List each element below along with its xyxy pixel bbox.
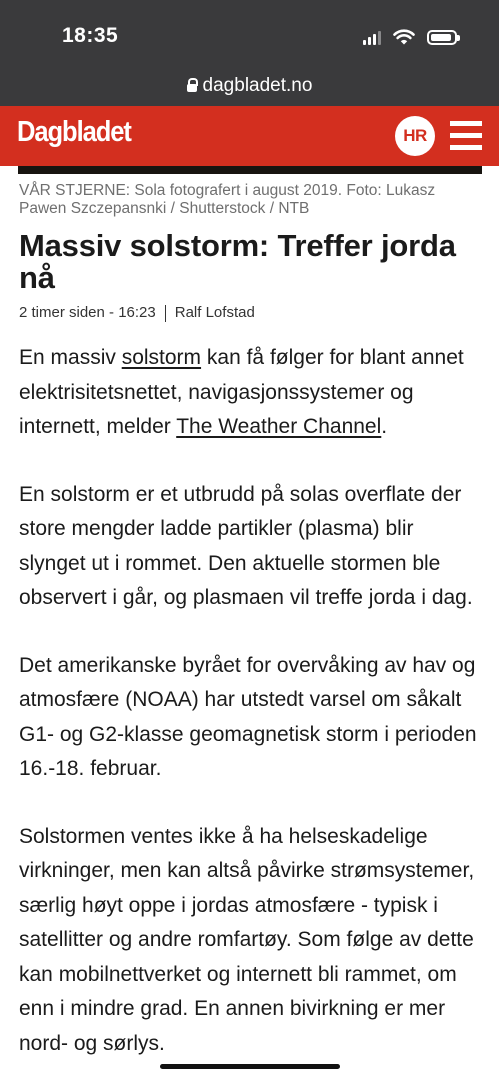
article-body xyxy=(19,182,481,1061)
byline-divider xyxy=(165,305,166,322)
url-text: dagbladet.no xyxy=(202,75,313,96)
site-logo[interactable]: Dagbladet xyxy=(17,116,131,148)
author-name[interactable]: Ralf Lofstad xyxy=(174,304,255,321)
article-image-bottom-edge xyxy=(18,166,482,174)
status-time: 18:35 xyxy=(62,24,119,47)
solstorm-link[interactable]: solstorm xyxy=(121,346,202,369)
paragraph-1 xyxy=(19,341,481,445)
hamburger-menu-icon[interactable] xyxy=(450,121,482,151)
p1-text-middle: kan få følger for blant annet elektrisitetsnettet, navigasjonssystemer og internett, melder xyxy=(19,346,464,438)
battery-icon xyxy=(427,30,457,45)
weather-channel-link[interactable]: The Weather Channel xyxy=(176,415,382,438)
p1-text-after: . xyxy=(381,415,388,438)
home-indicator[interactable] xyxy=(160,1064,340,1069)
browser-chrome xyxy=(0,0,499,106)
image-caption: VÅR STJERNE: Sola fotografert i august 2019. Foto: Lukasz Pawen Szczepansnki / Shutterstock / NTB xyxy=(19,182,436,217)
address-bar[interactable] xyxy=(0,72,499,100)
p1-text-before: En massiv xyxy=(19,346,122,369)
article-byline xyxy=(19,304,481,322)
publish-time: 2 timer siden - 16:23 xyxy=(19,304,156,321)
lock-icon xyxy=(187,84,197,92)
hr-badge-button[interactable]: HR xyxy=(395,116,435,156)
paragraph-2: En solstorm er et utbrudd på solas overflate der store mengder ladde partikler (plasma) blir slynget ut i rommet. Den aktuelle stormen ble observert i går, og plasmaen vil treffe jorda i dag. xyxy=(19,482,473,609)
paragraph-3: Det amerikanske byrået for overvåking av hav og atmosfære (NOAA) har utstedt varsel om såkalt G1- og G2-klasse geomagnetisk storm i perioden 16.-18. februar. xyxy=(19,653,477,780)
wifi-icon xyxy=(393,29,415,45)
site-header xyxy=(0,106,499,166)
article-title: Massiv solstorm: Treffer jorda nå xyxy=(19,228,456,295)
cellular-signal-icon xyxy=(363,29,381,45)
status-icons xyxy=(363,26,457,48)
paragraph-4: Solstormen ventes ikke å ha helseskadelige virkninger, men kan altså påvirke strømsystemer, særlig høyt oppe i jordas atmosfære - typisk i satellitter og andre romfartøy. Som følge av dette kan mobilnettverket og internett bli rammet, om enn i mindre grad. En annen bivirkning er mer nord- og sørlys. xyxy=(19,824,475,1055)
